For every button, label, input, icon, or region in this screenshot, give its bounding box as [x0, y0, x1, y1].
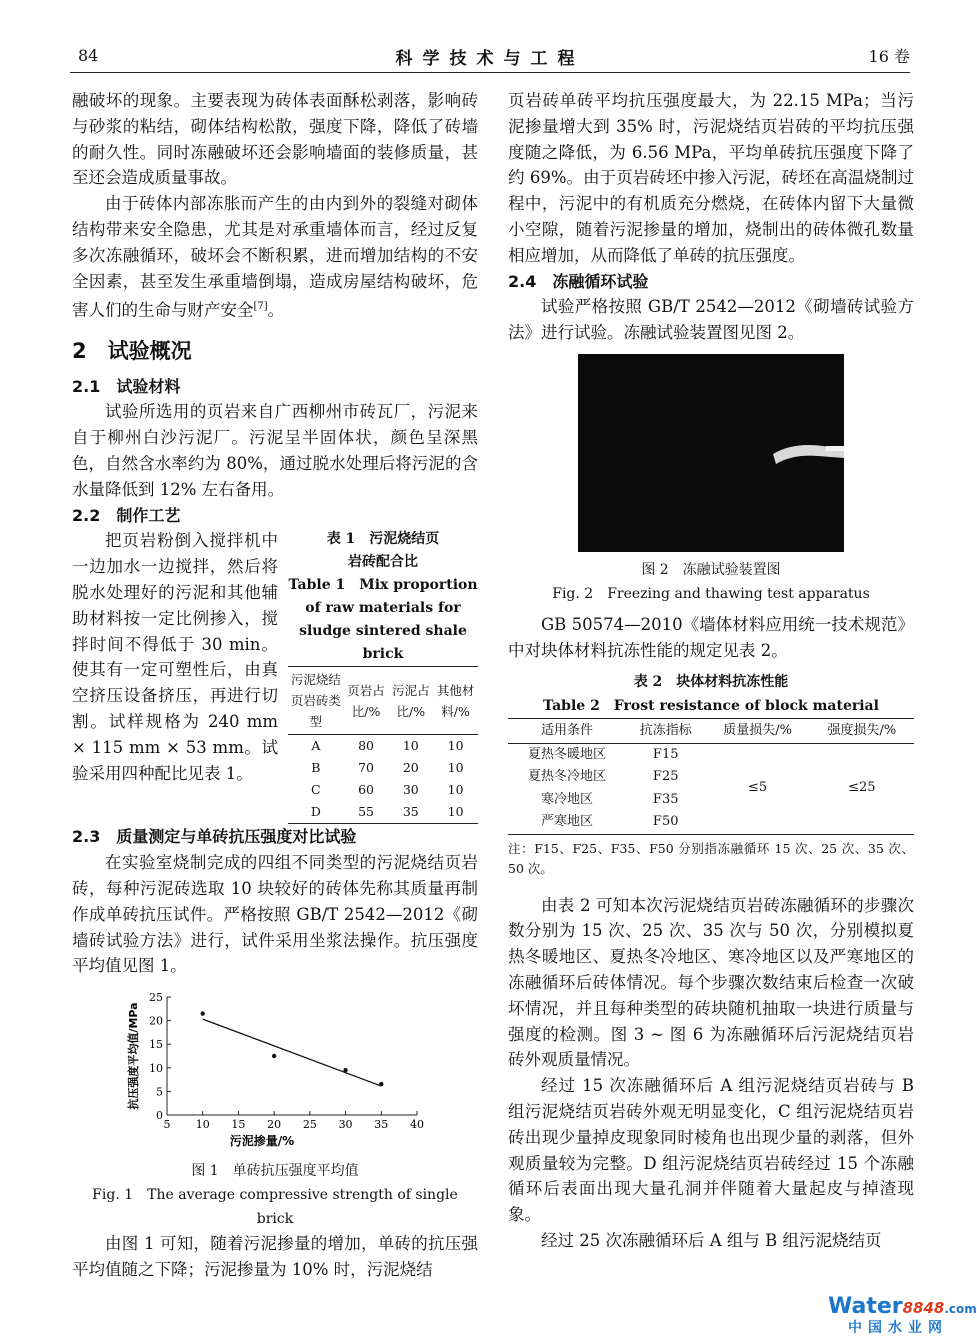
subsection-heading: 2.3 质量测定与单砖抗压强度对比试验	[72, 827, 357, 847]
table-row: B 70 20 10	[311, 760, 464, 776]
figure-caption-cn: 图 1 单砖抗压强度平均值	[191, 1163, 359, 1180]
y-axis-label: 抗压强度平均值/MPa	[127, 1002, 140, 1110]
table-header: 适用条件	[508, 718, 626, 743]
trend-line	[203, 1019, 382, 1086]
y-tick-label: 15	[149, 1038, 163, 1052]
figure-caption-en: Fig. 2 Freezing and thawing test apparatus	[552, 585, 870, 602]
page-number: 84	[78, 46, 99, 65]
paragraph: GB 50574—2010《墙体材料应用统一技术规范》中对块体材料抗冻性能的规定见表 2。	[508, 614, 914, 660]
data-point	[379, 1082, 383, 1086]
x-tick-label: 35	[374, 1118, 389, 1132]
paragraph: 由表 2 可知本次污泥烧结页岩砖冻融循环的步骤次数分别为 15 次、25 次、35 次与 50 次，分别模拟夏热冬暖地区、夏热冬冷地区、寒冷地区以及严寒地区的冻融循环后砖体情况。每个步骤次数结束后检查一次破坏情况，并且每种类型的砖块随机抽取一块进行质量与强度的检测。图 3 ~ 图 6 为冻融循环后污泥烧结页岩砖外观质量情况。	[508, 895, 914, 1070]
subsection-heading: 2.1 试验材料	[72, 376, 181, 396]
x-axis-label: 污泥掺量/%	[229, 1134, 295, 1149]
journal-title: 科学技术与工程	[395, 49, 585, 69]
paragraph: 在实验室烧制完成的四组不同类型的污泥烧结页岩砖，每种污泥砖选取 10 块较好的砖体先称其质量再制作成单砖抗压试件。严格按照 GB/T 2542—2012《砌墙砖试验方法》进行，试件采用坐浆法操作。抗压强度平均值见图 1。	[72, 853, 478, 976]
apparatus-photo	[578, 354, 844, 552]
x-tick-label: 10	[195, 1118, 210, 1132]
figure-caption-en: Fig. 1 The average compressive strength of single brick	[92, 1187, 458, 1228]
x-tick-label: 40	[410, 1118, 424, 1132]
table-header: 污泥占比/%	[388, 667, 433, 735]
table-row: 严寒地区 F50	[540, 814, 679, 830]
data-point	[201, 1012, 205, 1016]
volume-label: 16 卷	[868, 47, 910, 66]
table-header: 质量损失/%	[706, 718, 810, 743]
paragraph-text: 由于砖体内部冻胀而产生的由内到外的裂缝对砌体结构带来安全隐患，尤其是对承重墙体而言，经过反复多次冻融循环，破坏会不断积累，进而增加结构的不安全因素，甚至发生承重墙倒塌，造成房屋结构破坏，危害人们的生命与财产安全	[72, 194, 478, 320]
x-tick-label: 15	[231, 1118, 246, 1132]
figure-caption-cn: 图 2 冻融试验装置图	[641, 561, 781, 578]
paragraph: 页岩砖单砖平均抗压强度最大，为 22.15 MPa；当污泥掺量增大到 35% 时，污泥烧结页岩砖的平均抗压强度随之降低，为 6.56 MPa，平均单砖抗压强度下降了约 69%。由于页岩砖坯中掺入污泥，砖坯在高温烧制过程中，污泥中的有机质充分燃烧，在砖体内留下大量微小空隙，随着污泥掺量的增加，烧制出的砖体微孔数量相应增加，从而降低了单砖的抗压强度。	[508, 91, 914, 265]
mass-loss-cell: ≤5	[748, 780, 768, 796]
data-point	[272, 1054, 276, 1058]
table-caption-en: Table 1 Mix proportion of raw materials for sludge sintered shale brick	[288, 577, 478, 663]
x-tick-label: 20	[267, 1118, 282, 1132]
y-tick-label: 20	[149, 1014, 163, 1028]
table-row: D 55 35 10	[310, 804, 464, 820]
page-header	[70, 40, 910, 70]
y-tick-label: 25	[149, 991, 163, 1005]
paragraph: 经过 15 次冻融循环后 A 组污泥烧结页岩砖与 B 组污泥烧结页岩砖外观无明显变化，C 组污泥烧结页岩砖出现少量掉皮现象同时棱角也出现少量的剥落，但外观质量较为完整。D 组污泥烧结页岩砖经过 15 个冻融循环后表面出现大量孔洞并伴随着大量起皮与掉渣现象。	[508, 1076, 914, 1225]
table-row: C 60 30 10	[311, 782, 464, 798]
paragraph: 经过 25 次冻融循环后 A 组与 B 组污泥烧结页	[541, 1230, 882, 1250]
table-row: 夏热冬冷地区 F25	[527, 769, 679, 785]
paragraph: 试验严格按照 GB/T 2542—2012《砌墙砖试验方法》进行试验。冻融试验装置图见图 2。	[508, 297, 914, 343]
table-note: 注：F15、F25、F35、F50 分别指冻融循环 15 次、25 次、35 次、50 次。	[508, 840, 914, 876]
paragraph-end: 。	[267, 300, 285, 320]
site-watermark	[828, 1294, 977, 1337]
table-header: 页岩占比/%	[344, 667, 389, 735]
subsection-heading: 2.2 制作工艺	[72, 505, 181, 525]
y-tick-label: 0	[156, 1109, 163, 1123]
y-tick-label: 10	[149, 1062, 163, 1076]
paragraph	[72, 191, 478, 323]
strength-loss-cell: ≤25	[848, 780, 876, 796]
watermark-brand: Water8848.com	[828, 1294, 977, 1319]
data-point	[343, 1068, 347, 1072]
header-rule	[70, 72, 910, 73]
section-heading: 2 试验概况	[72, 338, 192, 363]
table-1	[288, 528, 478, 824]
frost-resistance-table	[508, 718, 914, 835]
table-caption-cn: 表 2 块体材料抗冻性能	[633, 673, 789, 690]
x-tick-label: 25	[302, 1118, 317, 1132]
x-tick-label: 5	[163, 1118, 171, 1132]
apparatus-image	[578, 354, 844, 552]
table-row: A 80 10 10	[311, 738, 464, 754]
paragraph: 融破坏的现象。主要表现为砖体表面酥松剥落，影响砖与砂浆的粘结，砌体结构松散，强度下降，降低了砖墙的耐久性。同时冻融破坏还会影响墙面的装修质量，甚至还会造成质量事故。	[72, 91, 478, 188]
subsection-heading: 2.4 冻融循环试验	[508, 271, 649, 291]
table-caption-en: Table 2 Frost resistance of block material	[543, 697, 879, 714]
figure-1	[72, 987, 478, 1155]
right-column	[508, 88, 914, 1254]
table-header: 其他材料/%	[433, 667, 478, 735]
citation: [7]	[253, 301, 268, 313]
y-tick-label: 5	[156, 1085, 163, 1099]
mix-proportion-table	[288, 666, 478, 824]
strength-chart	[72, 987, 478, 1147]
paragraph: 试验所选用的页岩来自广西柳州市砖瓦厂，污泥来自于柳州白沙污泥厂。污泥呈半固体状，颜色呈深黑色，自然含水率约为 80%，通过脱水处理后将污泥的含水量降低到 12% 左右备用。	[72, 402, 478, 499]
table-row: 寒冷地区 F35	[540, 791, 679, 807]
table-header: 强度损失/%	[810, 718, 914, 743]
paragraph: 把页岩粉倒入搅拌机中一边加水一边搅拌，然后将脱水处理好的污泥和其他辅助材料按一定比例掺入，搅拌时间不得低于 30 min。使其有一定可塑性后，由真空挤压设备挤压，再进行切割。试样规格为 240 mm × 115 mm × 53 mm。试验采用四种配比见表 1。	[72, 531, 278, 783]
table-header: 污泥烧结页岩砖类型	[288, 667, 344, 735]
table-header: 抗冻指标	[626, 718, 706, 743]
paragraph: 由图 1 可知，随着污泥掺量的增加，单砖的抗压强平均值随之下降；污泥掺量为 10% 时，污泥烧结	[72, 1234, 478, 1279]
watermark-cn: 中国水业网	[848, 1320, 948, 1336]
table-row: 夏热冬暖地区 F15 ≤5 ≤25	[508, 743, 914, 766]
x-tick-label: 30	[338, 1118, 353, 1132]
table-caption-cn: 表 1 污泥烧结页 岩砖配合比	[326, 531, 440, 571]
left-column	[72, 88, 478, 1283]
